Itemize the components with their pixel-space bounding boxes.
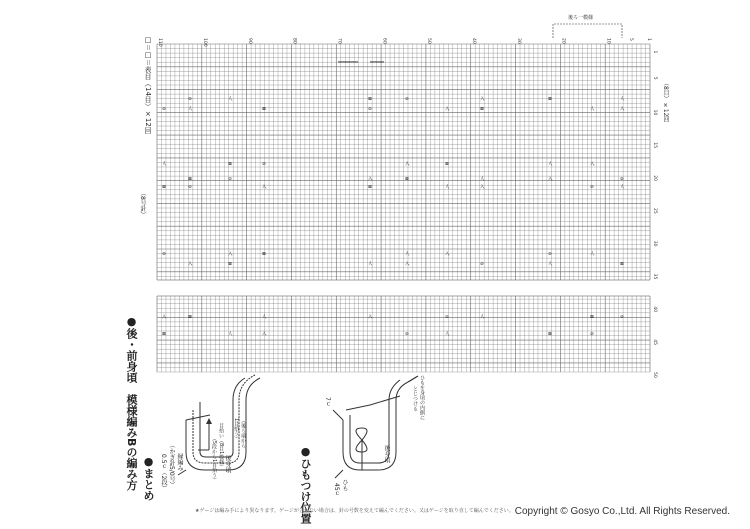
row-label: 45 <box>652 339 657 345</box>
stitch-symbol: 入 <box>480 97 485 102</box>
stitch-symbol: 入 <box>228 252 233 257</box>
stitch-symbol: ⊠ <box>262 107 266 112</box>
stitch-symbol: ⊠ <box>590 315 594 320</box>
column-label: 60 <box>381 38 387 44</box>
stitch-symbol: 入 <box>162 315 167 320</box>
pick-label-2: （5段から1目拾う） <box>211 436 217 483</box>
finishing-back-label: 後身頃 <box>224 455 231 473</box>
stitch-symbol: 人 <box>368 262 373 267</box>
stitch-symbol: ⊠ <box>405 177 409 182</box>
stitch-symbol: 人 <box>445 185 450 190</box>
stitch-symbol: 入 <box>262 185 267 190</box>
edge-label: 縁編み <box>176 453 183 471</box>
left-repeat-label: （14目）×12回 <box>144 80 152 134</box>
row-label: 5 <box>652 76 657 80</box>
stitch-symbol: ⊠ <box>548 332 552 337</box>
chart-grid <box>156 44 651 372</box>
column-label: 80 <box>291 38 297 44</box>
stitch-symbol: 入 <box>620 107 625 112</box>
stitch-symbol: 人 <box>548 262 553 267</box>
stitch-symbol: 人 <box>405 252 410 257</box>
stitch-symbol: ⊘ <box>590 185 594 190</box>
row-label: 20 <box>652 175 657 181</box>
column-label: 40 <box>470 38 476 44</box>
stitch-symbol: ⊠ <box>368 185 372 190</box>
column-label: 20 <box>560 38 566 44</box>
column-label: 110 <box>157 38 163 47</box>
stitch-symbol: 人 <box>620 185 625 190</box>
repeat-mark-label: 後ろ一模様 <box>568 15 594 21</box>
cord-label: ひも <box>341 479 348 491</box>
row-label: 10 <box>652 109 657 116</box>
stitch-symbol: ⊠ <box>548 97 552 102</box>
stitch-symbol: 人 <box>188 107 193 112</box>
row-label: 40 <box>652 306 657 313</box>
column-label: 90 <box>246 38 252 44</box>
row-label: 35 <box>652 273 657 280</box>
stitch-symbol: ⊘ <box>262 162 266 167</box>
stitch-symbol: 人 <box>445 332 450 337</box>
stitch-symbol: ⊘ <box>368 107 372 112</box>
stitch-symbol: 人 <box>228 97 233 102</box>
stitch-symbol: ⊘ <box>445 315 449 320</box>
stitch-symbol: 人 <box>590 252 595 257</box>
column-label: 5 <box>627 38 633 41</box>
finishing-title: ●まとめ <box>142 455 155 501</box>
column-label: 50 <box>426 38 432 44</box>
stitch-symbol: 入 <box>445 107 450 112</box>
stitch-symbol: ⊠ <box>228 162 232 167</box>
stitch-symbol: ⊘ <box>162 252 166 257</box>
stitch-symbol: ⊘ <box>548 252 552 257</box>
tie-side-label-2: とじつける <box>412 386 418 411</box>
edge-label-3: 0.5ｃ（2段） <box>160 454 167 492</box>
stitch-symbol: 人 <box>480 177 485 182</box>
stitch-symbol: 人 <box>262 315 267 320</box>
tie-back-label: 後身頃 <box>383 445 390 463</box>
seam-label-2: 1目拾う） <box>233 418 239 442</box>
stitch-legend: □＝□＝表目 <box>144 36 152 80</box>
row-label: 30 <box>652 240 657 247</box>
edge-label-2: （かぎ針5/0号） <box>168 442 175 488</box>
stitch-symbol: ⊘ <box>188 97 192 102</box>
tie-title: ●ひもつけ位置 <box>299 445 312 524</box>
stitch-symbol: ⊠ <box>162 185 166 190</box>
chart-gap <box>156 280 651 296</box>
stitch-symbol: ⊠ <box>162 332 166 337</box>
tie-top-label: 7ｃ <box>324 397 331 407</box>
stitch-symbol: ⊘ <box>590 332 594 337</box>
stitch-symbol: 入 <box>405 162 410 167</box>
column-label: 70 <box>336 38 342 44</box>
row-label: 1 <box>652 50 657 54</box>
row-label: 25 <box>652 208 657 214</box>
stitch-symbol: ⊠ <box>620 262 624 267</box>
tie-side-label: ひもを身頃の内側に <box>419 375 425 420</box>
stitch-symbol: 入 <box>188 262 193 267</box>
stitch-symbol: ⊠ <box>188 315 192 320</box>
stitch-symbol: 人 <box>162 162 167 167</box>
stitch-symbol: 入 <box>445 252 450 257</box>
repeat-bracket <box>553 24 622 38</box>
page-title: ●後・前身頃 模様編みBの編み方 <box>125 315 138 491</box>
column-label: 10 <box>605 38 611 44</box>
column-label: 100 <box>202 38 208 47</box>
stitch-symbol: 入 <box>548 177 553 182</box>
stitch-symbol: ⊠ <box>368 97 372 102</box>
cord-length-label: 45ｃ <box>333 483 340 497</box>
stitch-symbol: ⊘ <box>405 97 409 102</box>
stitch-symbol: ⊘ <box>620 315 624 320</box>
stitch-symbol: ⊠ <box>228 262 232 267</box>
stitch-symbol: ⊘ <box>162 107 166 112</box>
needle-size-label: （8号針） <box>139 190 146 218</box>
pick-label: 目拾い（8目1模様） <box>218 423 224 470</box>
row-label: 50 <box>652 372 657 378</box>
row-label: 15 <box>652 142 657 149</box>
stitch-symbol: 人 <box>590 107 595 112</box>
stitch-symbol: 入 <box>368 315 373 320</box>
stitch-symbol: 人 <box>480 315 485 320</box>
stitch-symbol: ⊘ <box>228 177 232 182</box>
stitch-symbol: 人 <box>620 97 625 102</box>
stitch-symbol: ⊠ <box>480 107 484 112</box>
stitch-symbol: ⊠ <box>445 162 449 167</box>
column-label: 1 <box>645 38 651 41</box>
seam-label: （後ろ端から <box>240 418 246 448</box>
stitch-symbol: 人 <box>228 332 233 337</box>
right-repeat-label: （8目）×12回 <box>662 80 669 123</box>
copyright: Copyright © Gosyo Co.,Ltd. All Rights Reserved. <box>514 506 730 517</box>
stitch-symbol: ⊘ <box>188 185 192 190</box>
stitch-symbol: 入 <box>262 332 267 337</box>
footer-note: ★ゲージは編み手により異なります。ゲージが合わない場合は、針の号数を変えて編んでください。又はゲージを取り直して編んでください。 <box>195 508 514 514</box>
stitch-symbol: 入 <box>590 162 595 167</box>
stitch-symbol: 入 <box>368 177 373 182</box>
stitch-symbol: ⊠ <box>188 177 192 182</box>
stitch-symbol: ⊘ <box>620 177 624 182</box>
stitch-symbol: 人 <box>548 162 553 167</box>
stitch-symbol: 入 <box>405 262 410 267</box>
stitch-symbol: ⊘ <box>480 262 484 267</box>
stitch-symbol: ⊠ <box>262 252 266 257</box>
stitch-symbol: ⊘ <box>405 332 409 337</box>
stitch-symbol: 入 <box>480 185 485 190</box>
column-label: 30 <box>515 38 521 44</box>
